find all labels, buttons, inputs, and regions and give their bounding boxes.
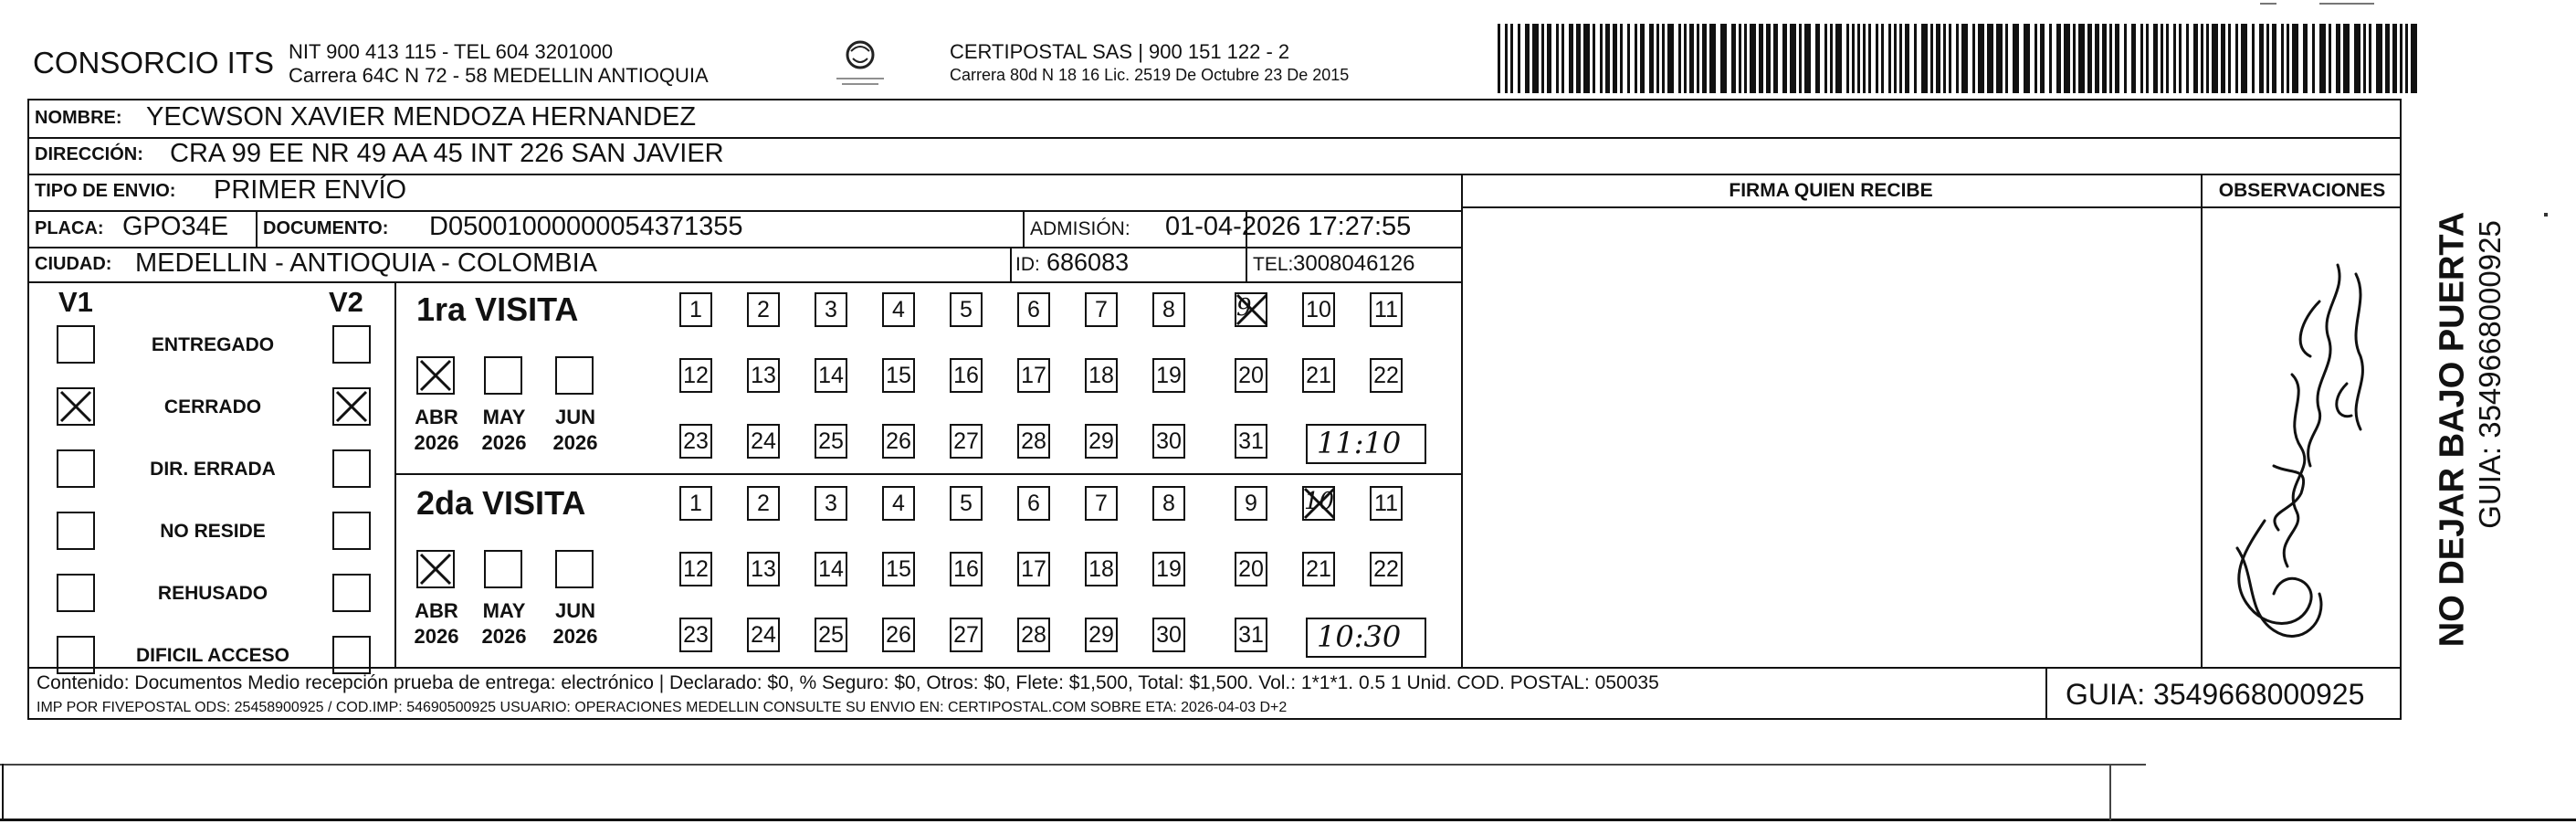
scan-border-right [2109,764,2111,820]
barcode-bar [1709,24,1716,93]
v1-checkbox[interactable] [57,512,95,550]
side-guide: GUIA: 3549668000925 [2473,220,2507,529]
carrier-address: Carrera 80d N 18 16 Lic. 2519 De Octubre 23 De 2015 [950,66,1350,84]
barcode-bar [1846,24,1849,93]
barcode-bar [1881,24,1884,93]
shipping-value: PRIMER ENVÍO [214,175,407,205]
month-label: ABR [415,599,458,622]
day-box[interactable]: 22 [1370,358,1403,393]
day-box[interactable]: 11 [1370,292,1403,327]
barcode-bar [2040,24,2045,93]
barcode-bar [1773,24,1778,93]
carrier-name: CERTIPOSTAL SAS | 900 151 122 - 2 [950,40,1290,63]
barcode-bar [2354,24,2360,93]
barcode-bar [1949,24,1951,93]
barcode-bar [2146,24,2149,93]
barcode-bar [2272,24,2276,93]
barcode-bar [1684,24,1687,93]
day-box[interactable]: 25 [815,424,847,459]
barcode-bar [1894,24,1897,93]
barcode-bar [2013,24,2019,93]
barcode-bar [1689,24,1694,93]
barcode-bar [1835,24,1842,93]
month-checkbox[interactable] [484,550,522,588]
barcode-bar [1518,24,1520,93]
barcode-bar [1888,24,1891,93]
barcode-bar [1790,24,1796,93]
barcode-bar [1978,24,1984,93]
contents-line: Contenido: Documentos Medio recepción prueba de entrega: electrónico | Declarado: $0, % Seguro: $0, Otros: $0, Flete: $1,500, Total: $1,500. Vol.: 1*1*1. 0.5 1 Unid. COD. POSTAL: 050035 [37,672,1659,693]
v2-check-mark [334,389,369,424]
document-value: D05001000000054371355 [429,212,743,241]
day-box[interactable]: 12 [679,358,712,393]
day-box[interactable]: 23 [679,618,712,652]
day-box[interactable]: 19 [1152,358,1185,393]
barcode-bar [2049,24,2052,93]
barcode-bar [2179,24,2182,93]
v1-checkbox[interactable] [57,449,95,488]
signature-header: FIRMA QUIEN RECIBE [1729,180,1933,201]
v2-checkbox[interactable] [332,449,371,488]
day-box[interactable]: 9 [1235,486,1267,521]
col-divider [2045,667,2047,720]
col-divider [256,210,258,247]
barcode-bar [2073,24,2076,93]
day-box[interactable]: 7 [1085,292,1118,327]
barcode-bar [2259,24,2264,93]
barcode-bar [1930,24,1933,93]
day-check-mark [1235,292,1269,327]
day-box[interactable]: 3 [815,486,847,521]
barcode-bar [2124,24,2127,93]
col-divider [1023,210,1025,247]
day-box[interactable]: 10 [1302,292,1335,327]
company-name: CONSORCIO ITS [33,46,275,79]
barcode-bar [2266,24,2269,93]
col-divider [1010,247,1012,281]
day-box[interactable]: 18 [1085,358,1118,393]
scan-border-bottom [0,819,2576,821]
barcode-bar [2005,24,2008,93]
barcode-bar [1943,24,1946,93]
day-box[interactable]: 31 [1235,618,1267,652]
admission-value: 01-04-2026 17:27:55 [1165,212,1412,241]
barcode-bar [2087,24,2092,93]
barcode-bar [1662,24,1665,93]
month-year: 2026 [414,431,459,454]
day-box[interactable]: 27 [950,618,983,652]
barcode-bar [1620,24,1623,93]
barcode-bar [2102,24,2107,93]
day-box[interactable]: 18 [1085,552,1118,586]
status-option-label: DIFICIL ACCESO [135,645,289,666]
day-box[interactable]: 4 [882,292,915,327]
status-option-label: DIR. ERRADA [150,459,276,480]
day-box[interactable]: 27 [950,424,983,459]
barcode-bar [1987,24,1993,93]
day-box[interactable]: 16 [950,358,983,393]
barcode-bar [2235,24,2238,93]
day-box[interactable]: 20 [1235,358,1267,393]
v1-checkbox[interactable] [57,636,95,674]
side-warning: NO DEJAR BAJO PUERTA [2433,211,2472,648]
barcode-bar [1876,24,1878,93]
barcode-bar [1852,24,1855,93]
barcode-bar [1547,24,1551,93]
day-box[interactable]: 24 [747,424,780,459]
barcode-bar [2329,24,2331,93]
barcode-bar [1905,24,1909,93]
barcode-bar [1525,24,1530,93]
barcode-bar [1613,24,1617,93]
month-check-mark [418,358,453,393]
barcode-bar [1759,24,1763,93]
top-edge-mark [2319,3,2374,5]
day-marked-handwritten: 10 [1304,488,1335,515]
day-box[interactable]: 6 [1017,292,1050,327]
month-year: 2026 [481,431,527,454]
barcode-bar [2056,24,2061,93]
barcode-bar [1782,24,1787,93]
plate-label: PLACA: [35,218,104,238]
barcode-bar [2166,24,2169,93]
barcode-bar [2131,24,2136,93]
day-box[interactable]: 29 [1085,424,1118,459]
id-label: ID: [1015,254,1040,275]
print-line: IMP POR FIVEPOSTAL ODS: 25458900925 / COD.IMP: 54690500925 USUARIO: OPERACIONES MEDELLIN CONSULTE SU ENVIO EN: CERTIPOSTAL.COM SOBRE ETA: 2026-04-03 D+2 [37,700,1288,715]
barcode-bar [2292,24,2298,93]
day-box[interactable]: 26 [882,424,915,459]
day-box[interactable]: 16 [950,552,983,586]
day-box[interactable]: 14 [815,552,847,586]
v1-label: V1 [58,286,93,318]
day-box[interactable]: 13 [747,552,780,586]
day-box[interactable]: 2 [747,292,780,327]
barcode-bar [2161,24,2163,93]
day-box[interactable]: 5 [950,292,983,327]
barcode-bar [1804,24,1811,93]
address-value: CRA 99 EE NR 49 AA 45 INT 226 SAN JAVIER [170,139,724,168]
barcode-bar [1593,24,1595,93]
barcode-bar [1830,24,1833,93]
day-check-mark [1302,486,1337,521]
visit-1-title: 1ra VISITA [416,291,579,328]
month-year: 2026 [552,431,598,454]
barcode-bar [1498,24,1500,93]
day-box[interactable]: 20 [1235,552,1267,586]
barcode-bar [2392,24,2397,93]
id-value: 686083 [1046,248,1130,276]
plate-value: GPO34E [122,212,229,241]
day-box[interactable]: 23 [679,424,712,459]
day-box[interactable]: 8 [1152,292,1185,327]
visit-2-title: 2da VISITA [416,484,586,522]
guide-box-value: GUIA: 3549668000925 [2066,678,2365,711]
barcode-bar [2206,24,2209,93]
month-year: 2026 [552,625,598,648]
barcode-bar [1556,24,1559,93]
barcode-bar [2024,24,2030,93]
day-box[interactable]: 1 [679,486,712,521]
barcode-bar [2109,24,2112,93]
barcode-bar [1868,24,1871,93]
address-label: DIRECCIÓN: [35,144,143,164]
month-checkbox[interactable] [555,550,594,588]
day-box[interactable]: 29 [1085,618,1118,652]
barcode-bar [1899,24,1902,93]
barcode-bar [2319,24,2326,93]
day-box[interactable]: 14 [815,358,847,393]
barcode-bar [1583,24,1590,93]
barcode-bar [2035,24,2037,93]
day-box[interactable]: 6 [1017,486,1050,521]
barcode-bar [1766,24,1771,93]
barcode-bar [1936,24,1940,93]
barcode-bar [1656,24,1659,93]
barcode-bar [2369,24,2371,93]
company-address: Carrera 64C N 72 - 58 MEDELLIN ANTIOQUIA [289,64,709,87]
day-marked-handwritten: 9 [1236,294,1252,322]
month-label: MAY [482,599,526,622]
barcode-bar [2376,24,2382,93]
observations-header: OBSERVACIONES [2218,180,2386,201]
v1-checkbox[interactable] [57,574,95,612]
barcode-bar [1857,24,1860,93]
barcode-bar [2186,24,2189,93]
barcode-bar [2193,24,2198,93]
barcode-bar [1627,24,1630,93]
visit-divider [394,473,1463,475]
row-divider [27,281,1463,283]
name-label: NOMBRE: [35,108,122,128]
barcode-bar [2385,24,2390,93]
barcode-bar [2343,24,2350,93]
barcode-bar [2173,24,2176,93]
status-option-label: ENTREGADO [151,334,275,355]
tel-value: 3008046126 [1293,251,1415,276]
day-box[interactable]: 21 [1302,358,1335,393]
day-box[interactable]: 24 [747,618,780,652]
barcode-bar [1569,24,1573,93]
city-value: MEDELLIN - ANTIOQUIA - COLOMBIA [135,248,597,278]
day-box[interactable]: 11 [1370,486,1403,521]
day-box[interactable]: 7 [1085,486,1118,521]
barcode-bar [2281,24,2284,93]
v2-checkbox[interactable] [332,512,371,550]
day-box[interactable]: 25 [815,618,847,652]
day-box[interactable]: 26 [882,618,915,652]
barcode-bar [1956,24,1959,93]
barcode-bar [1702,24,1707,93]
barcode-bar [2336,24,2340,93]
day-box[interactable]: 4 [882,486,915,521]
barcode-bar [2303,24,2308,93]
day-box[interactable]: 30 [1152,424,1185,459]
day-box[interactable]: 28 [1017,424,1050,459]
day-box[interactable]: 1 [679,292,712,327]
v2-checkbox[interactable] [332,636,371,674]
barcode-bar [2241,24,2247,93]
edge-speck [2544,213,2548,217]
barcode-bar [1576,24,1581,93]
barcode-bar [2312,24,2315,93]
status-option-label: NO RESIDE [160,521,266,542]
v2-checkbox[interactable] [332,325,371,364]
barcode-bar [2221,24,2225,93]
barcode-bar [1744,24,1747,93]
barcode-bar [1799,24,1802,93]
barcode-bar [1720,24,1727,93]
barcode-bar [2153,24,2158,93]
month-label: MAY [482,406,526,428]
barcode-bar [1961,24,1968,93]
handwritten-time: 10:30 [1317,619,1402,654]
day-box[interactable]: 13 [747,358,780,393]
scan-border-bottom [0,764,2146,766]
month-label: JUN [554,406,595,428]
month-checkbox[interactable] [484,356,522,395]
day-box[interactable]: 28 [1017,618,1050,652]
barcode-bar [1914,24,1917,93]
barcode-bar [2095,24,2099,93]
barcode-bar [1739,24,1741,93]
status-option-label: REHUSADO [157,583,268,604]
barcode-bar [1510,24,1513,93]
barcode-bar [2140,24,2143,93]
certipostal-logo [833,37,888,90]
barcode-bar [2400,24,2403,93]
col-divider [2201,174,2203,667]
barcode-bar [1667,24,1674,93]
v1-check-mark [58,389,93,424]
barcode-bar [1697,24,1699,93]
barcode-bar [1541,24,1544,93]
barcode-bar [1996,24,2003,93]
day-box[interactable]: 21 [1302,552,1335,586]
barcode-bar [1678,24,1681,93]
day-box[interactable]: 15 [882,552,915,586]
barcode-bar [2212,24,2218,93]
day-box[interactable]: 12 [679,552,712,586]
month-checkbox[interactable] [555,356,594,395]
top-edge-mark [2260,3,2276,5]
tel-label: TEL: [1253,254,1294,275]
barcode-bar [2201,24,2203,93]
day-box[interactable]: 17 [1017,358,1050,393]
barcode-bar [1921,24,1928,93]
month-label: ABR [415,406,458,428]
v2-label: V2 [329,286,363,318]
document-label: DOCUMENTO: [263,218,389,238]
barcode-bar [2115,24,2119,93]
v2-checkbox[interactable] [332,574,371,612]
day-box[interactable]: 19 [1152,552,1185,586]
row-divider [1461,206,2402,208]
month-year: 2026 [414,625,459,648]
barcode-bar [1731,24,1736,93]
barcode-bar [1972,24,1975,93]
month-year: 2026 [481,625,527,648]
barcode-bar [1863,24,1866,93]
day-box[interactable]: 31 [1235,424,1267,459]
day-box[interactable]: 22 [1370,552,1403,586]
barcode [1498,24,2420,93]
barcode-bar [2064,24,2070,93]
v1-checkbox[interactable] [57,325,95,364]
month-label: JUN [554,599,595,622]
day-box[interactable]: 5 [950,486,983,521]
day-box[interactable]: 30 [1152,618,1185,652]
company-nit: NIT 900 413 115 - TEL 604 3201000 [289,40,614,63]
barcode-bar [1750,24,1756,93]
barcode-bar [1649,24,1654,93]
city-label: CIUDAD: [35,254,112,274]
barcode-bar [1640,24,1645,93]
barcode-bar [1635,24,1637,93]
barcode-bar [2252,24,2255,93]
month-check-mark [418,552,453,586]
day-box[interactable]: 8 [1152,486,1185,521]
barcode-bar [2363,24,2366,93]
barcode-bar [1815,24,1820,93]
barcode-bar [1561,24,1564,93]
day-box[interactable]: 15 [882,358,915,393]
barcode-bar [2411,24,2417,93]
barcode-bar [1505,24,1508,93]
handwritten-signature [2210,247,2392,658]
col-divider [1461,174,1463,667]
barcode-bar [1600,24,1603,93]
shipping-label: TIPO DE ENVIO: [35,181,176,201]
admission-label: ADMISIÓN: [1030,218,1130,239]
name-value: YECWSON XAVIER MENDOZA HERNANDEZ [146,102,697,132]
barcode-bar [2287,24,2289,93]
status-option-label: CERRADO [163,396,262,417]
barcode-bar [1605,24,1610,93]
barcode-bar [1532,24,1539,93]
barcode-bar [2078,24,2085,93]
barcode-bar [2405,24,2408,93]
barcode-bar [2228,24,2231,93]
day-box[interactable]: 2 [747,486,780,521]
day-box[interactable]: 17 [1017,552,1050,586]
barcode-bar [1824,24,1827,93]
scan-border-left [2,764,4,820]
handwritten-time: 11:10 [1317,426,1402,460]
day-box[interactable]: 3 [815,292,847,327]
